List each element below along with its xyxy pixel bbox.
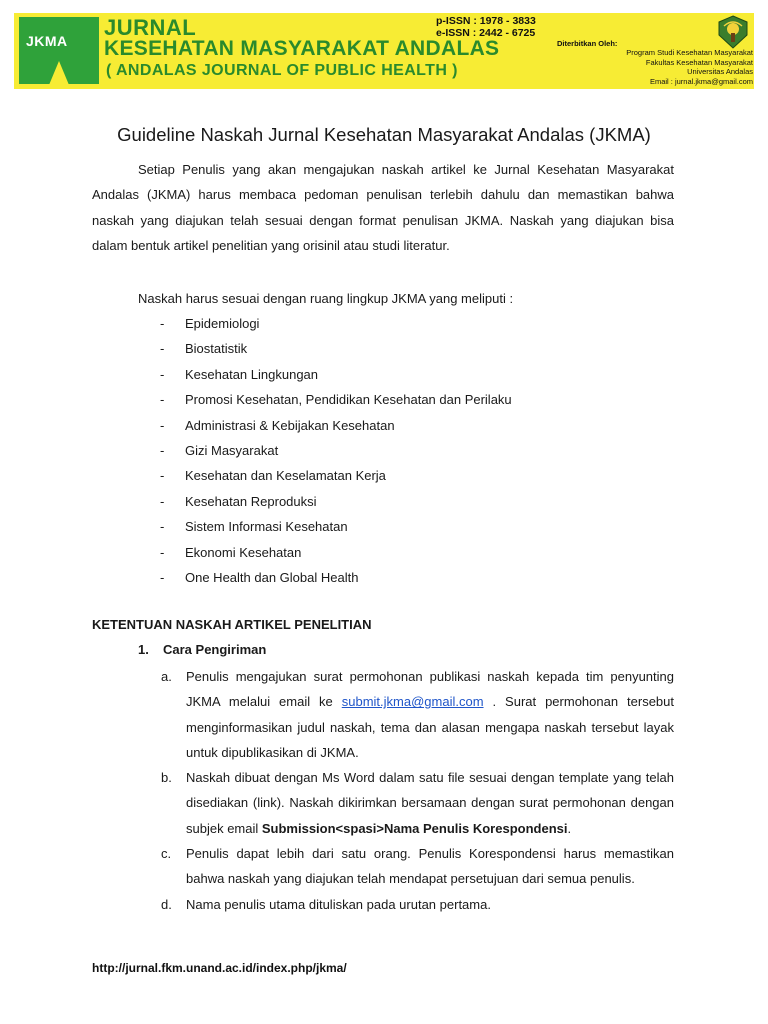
item-text: .	[567, 820, 572, 836]
bullet-dash: -	[160, 442, 165, 458]
bullet-dash: -	[160, 392, 165, 408]
university-seal-icon	[716, 15, 750, 49]
bullet-dash: -	[160, 366, 165, 382]
list-item-c	[160, 841, 674, 892]
publisher-line: Fakultas Kesehatan Masyarakat	[645, 57, 753, 67]
item-letter: d.	[161, 896, 172, 912]
item-text: Penulis mengajukan surat permohonan publikasi naskah kepada tim penyunting JKMA melalui email ke	[186, 669, 674, 710]
bullet-dash: -	[160, 544, 165, 560]
intro-paragraph: Setiap Penulis yang akan mengajukan naskah artikel ke Jurnal Kesehatan Masyarakat Andalas (JKMA) harus membaca pedoman penulisan terlebih dahulu dan memastikan bahwa naskah yang diajukan telah sesuai dengan format penulisan JKMA. Naskah yang diajukan bisa dalam bentuk artikel penelitian yang orisinil atau studi literatur.	[92, 162, 674, 253]
scope-intro: Naskah harus sesuai dengan ruang lingkup JKMA yang meliputi :	[138, 291, 514, 306]
list-item	[160, 565, 512, 590]
list-item	[160, 463, 512, 488]
list-item	[160, 438, 512, 463]
list-item	[160, 540, 512, 565]
bullet-dash: -	[160, 341, 165, 357]
p-issn: p-ISSN : 1978 - 3833	[436, 15, 536, 27]
list-item-d	[160, 892, 674, 917]
list-item	[160, 413, 512, 438]
item-letter: b.	[161, 770, 172, 786]
journal-name-line3: ( ANDALAS JOURNAL OF PUBLIC HEALTH )	[106, 62, 458, 79]
scope-item: Epidemiologi	[185, 316, 260, 331]
bullet-dash: -	[160, 468, 165, 484]
bullet-dash: -	[160, 316, 165, 331]
subsection-number: 1.	[138, 642, 149, 657]
e-issn: e-ISSN : 2442 - 6725	[436, 27, 536, 39]
section-heading: KETENTUAN NASKAH ARTIKEL PENELITIAN	[92, 617, 372, 632]
list-item	[160, 489, 512, 514]
scope-item: One Health dan Global Health	[185, 569, 359, 585]
list-item	[160, 387, 512, 412]
journal-name-line1: JURNAL	[104, 15, 197, 40]
logo-text: JKMA	[26, 33, 68, 49]
scope-item: Sistem Informasi Kesehatan	[185, 519, 348, 535]
scope-item: Kesehatan Lingkungan	[185, 366, 319, 382]
scope-item: Kesehatan dan Keselamatan Kerja	[185, 468, 386, 484]
publisher-line: Universitas Andalas	[687, 67, 753, 77]
scope-item: Kesehatan Reproduksi	[185, 493, 317, 509]
item-text: Nama penulis utama dituliskan pada urutan pertama.	[186, 896, 491, 912]
bullet-dash: -	[160, 417, 165, 433]
list-item	[160, 311, 512, 336]
list-item-a	[160, 664, 674, 765]
scope-list	[160, 311, 512, 590]
publisher-email: Email : jurnal.jkma@gmail.com	[649, 76, 753, 86]
list-item	[160, 362, 512, 387]
scope-item: Ekonomi Kesehatan	[185, 544, 302, 560]
item-text: Naskah dibuat dengan Ms Word dalam satu file sesuai dengan template yang telah disediakan (link). Naskah dikirimkan bersamaan dengan surat permohonan dengan subjek email	[186, 770, 674, 836]
subsection-heading	[138, 639, 266, 661]
email-subject-format: Submission<spasi>Nama Penulis Korespondensi	[261, 820, 568, 836]
publisher-line: Program Studi Kesehatan Masyarakat	[626, 48, 753, 58]
item-text: . Surat permohonan tersebut menginformasikan judul naskah, tema dan alasan mengapa naskah tersebut layak untuk dipublikasikan di JKMA.	[186, 694, 674, 760]
jkma-logo	[19, 17, 99, 84]
scope-item: Biostatistik	[185, 341, 248, 357]
list-item-b	[160, 765, 674, 841]
item-text: Penulis dapat lebih dari satu orang. Penulis Korespondensi harus memastikan bahwa naskah yang diajukan telah mendapat persetujuan dari semua penulis.	[186, 846, 674, 887]
list-item	[160, 336, 512, 361]
submission-items	[160, 664, 674, 917]
item-letter: a.	[161, 669, 172, 684]
bullet-dash: -	[160, 493, 165, 509]
scope-item: Administrasi & Kebijakan Kesehatan	[185, 417, 395, 433]
footer-url[interactable]: http://jurnal.fkm.unand.ac.id/index.php/jkma/	[92, 961, 347, 975]
list-item	[160, 514, 512, 539]
subsection-title: Cara Pengiriman	[163, 642, 267, 657]
email-link[interactable]: submit.jkma@gmail.com	[341, 694, 484, 710]
issn-block	[436, 15, 536, 39]
journal-header-banner	[14, 13, 754, 89]
scope-item: Promosi Kesehatan, Pendidikan Kesehatan dan Perilaku	[185, 392, 512, 408]
logo-notch-shape	[49, 61, 69, 85]
scope-item: Gizi Masyarakat	[185, 442, 279, 458]
item-letter: c.	[161, 846, 172, 862]
bullet-dash: -	[160, 519, 165, 535]
page-title: Guideline Naskah Jurnal Kesehatan Masyarakat Andalas (JKMA)	[117, 124, 651, 145]
bullet-dash: -	[160, 569, 165, 585]
publisher-label: Diterbitkan Oleh:	[557, 39, 618, 48]
journal-name-line2: KESEHATAN MASYARAKAT ANDALAS	[104, 37, 500, 60]
